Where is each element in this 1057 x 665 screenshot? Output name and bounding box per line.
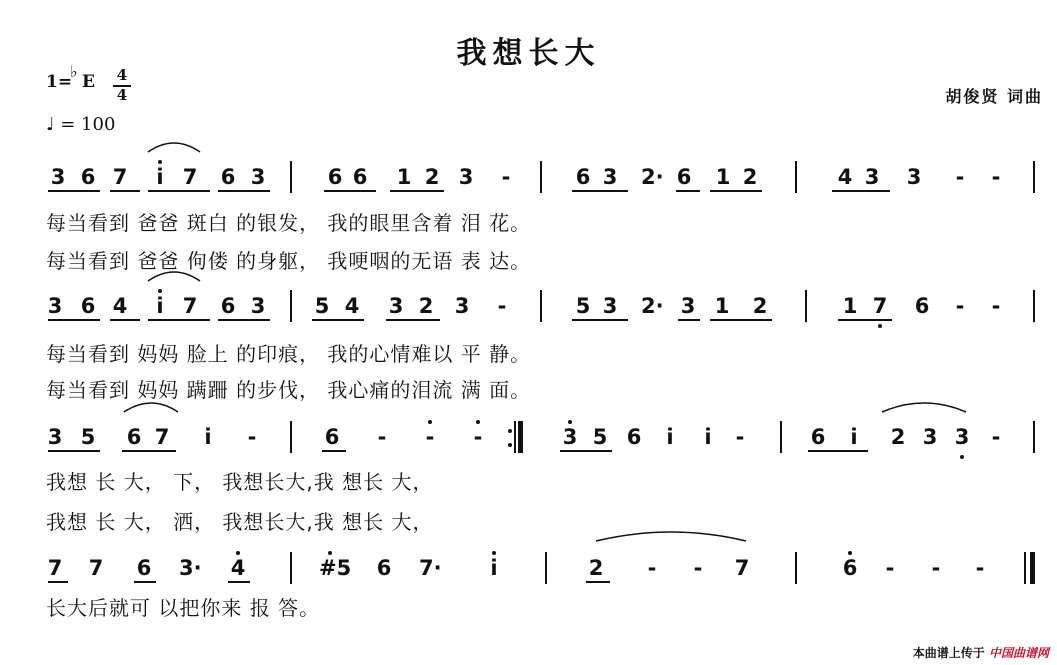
note: 3 [954,425,970,449]
note: 7 [872,294,888,318]
note: 6 [126,425,142,449]
octave-dot [492,551,496,555]
note: 7 [182,165,198,189]
note: i [156,294,164,318]
note: 6 [136,556,152,580]
beam-underline [710,319,772,321]
lyric-line: 长大后就可 以把你来 报 答。 [46,596,321,620]
slur-arc [148,140,200,154]
note: 3 [602,165,618,189]
note: 5 [314,294,330,318]
lyric-line: 我想 长 大， 下， 我想长大,我 想长 大， [46,470,434,494]
bar-line [290,290,292,322]
bar-line [1033,161,1035,193]
beam-underline [110,190,140,192]
repeat-dot [508,429,512,433]
note: 3 [864,165,880,189]
slur-arc [124,400,178,414]
beam-underline [572,319,628,321]
repeat-bar-line [518,421,523,453]
slur-path [148,272,200,281]
tempo-value: = 100 [60,114,116,135]
note: - [247,425,257,449]
lyric-line: 每当看到 爸爸 佝偻 的身躯， 我哽咽的无语 表 达。 [46,249,532,273]
beam-underline [122,450,176,452]
note: - [497,294,507,318]
bar-line [1033,290,1035,322]
note: - [885,556,895,580]
note: i [704,425,712,449]
note: 4 [112,294,128,318]
bar-line [514,421,516,453]
note: - [931,556,941,580]
note: 4 [837,165,853,189]
note: 3 [602,294,618,318]
slur-path [124,403,178,412]
key-label: 1= [46,72,73,92]
beam-underline [678,319,700,321]
note: 4 [344,294,360,318]
note: - [377,425,387,449]
note: 6 [914,294,930,318]
beam-underline [324,190,376,192]
octave-dot [568,420,572,424]
lyric-line: 每当看到 妈妈 脸上 的印痕， 我的心情难以 平 静。 [46,342,532,366]
note: 7 [734,556,750,580]
note: - [975,556,985,580]
bar-line [1024,552,1026,584]
low-octave-dot [960,455,964,459]
note: 2 [424,165,440,189]
lyric-line: 每当看到 妈妈 蹒跚 的步伐， 我心痛的泪流 满 面。 [46,378,532,402]
note: 6 [324,425,340,449]
note: 2 [588,556,604,580]
octave-dot [848,551,852,555]
note: 3 [454,294,470,318]
beam-underline [586,581,610,583]
note: i [156,165,164,189]
note: 1 [842,294,858,318]
note: 6 [327,165,343,189]
note: - [991,165,1001,189]
note: 3 [47,294,63,318]
note: 3 [50,165,66,189]
beam-underline [676,190,700,192]
beam-underline [710,190,762,192]
note: 7 [182,294,198,318]
tempo-marking [46,114,115,135]
note: 3 [250,165,266,189]
note: 2 [418,294,434,318]
beam-underline [312,319,364,321]
beam-underline [808,450,868,452]
quarter-note-icon: ♩ [46,114,55,135]
note: 2· [641,294,664,318]
note: 1 [715,165,731,189]
note: 3 [250,294,266,318]
note: 7 [88,556,104,580]
bar-line [795,552,797,584]
beam-underline [572,190,628,192]
bar-line [795,161,797,193]
bar-line [545,552,547,584]
note: - [955,165,965,189]
note: i [850,425,858,449]
note: 3 [388,294,404,318]
slur-arc [882,400,966,414]
repeat-dot [508,443,512,447]
note: 6 [352,165,368,189]
note: 6 [810,425,826,449]
note: - [473,425,483,449]
note: 6 [626,425,642,449]
bar-line [290,161,292,193]
time-signature-top: 4 [116,66,128,84]
note: 6 [376,556,392,580]
note: 1 [714,294,730,318]
note: 2· [641,165,664,189]
bar-line [540,161,542,193]
lyric-line: 我想 长 大， 洒， 我想长大,我 想长 大， [46,510,434,534]
beam-underline [48,581,68,583]
note: - [501,165,511,189]
note: - [735,425,745,449]
bar-line [780,421,782,453]
beam-underline [110,319,140,321]
note: 3 [458,165,474,189]
slur-path [596,532,746,541]
note: - [425,425,435,449]
composer-credit: 胡俊贤 词曲 [945,87,1043,106]
note: 2 [752,294,768,318]
note: 6 [676,165,692,189]
note: 7 [47,556,63,580]
octave-dot [158,289,162,293]
note: 6 [842,556,858,580]
beam-underline [48,190,100,192]
note: 7 [154,425,170,449]
final-bar-line [1030,552,1035,584]
note: 5 [592,425,608,449]
note: 2 [742,165,758,189]
note: 5 [80,425,96,449]
beam-underline [322,450,346,452]
footer-text: 本曲谱上传于 [912,646,985,660]
beam-underline [218,190,270,192]
slur-path [148,143,200,152]
note: 4 [230,556,246,580]
beam-underline [48,450,100,452]
note: 5 [575,294,591,318]
octave-dot [236,551,240,555]
footer-brand: 中国曲谱网 [988,646,1049,660]
bar-line [540,290,542,322]
note: - [647,556,657,580]
octave-dot [328,551,332,555]
octave-dot [428,420,432,424]
bar-line [290,552,292,584]
note: 3 [906,165,922,189]
beam-underline [386,319,440,321]
note: 6 [80,165,96,189]
flat-sign: ♭ [70,62,78,81]
beam-underline [218,319,270,321]
note: #5 [319,556,352,580]
note: 1 [396,165,412,189]
note: 6 [220,294,236,318]
key-note: E [82,72,95,92]
note: 3 [680,294,696,318]
note: 3· [179,556,202,580]
note: i [204,425,212,449]
beam-underline [148,319,210,321]
beam-underline [832,190,890,192]
note: 3 [562,425,578,449]
note: 3 [922,425,938,449]
footer-credit [913,644,1049,661]
note: - [693,556,703,580]
note: i [490,556,498,580]
beam-underline [390,190,444,192]
beam-underline [228,581,250,583]
slur-path [882,403,966,412]
beam-underline [148,190,210,192]
note: 6 [80,294,96,318]
beam-underline [48,319,100,321]
note: 6 [575,165,591,189]
octave-dot [158,160,162,164]
note: i [666,425,674,449]
octave-dot [476,420,480,424]
note: 3 [47,425,63,449]
beam-underline [134,581,156,583]
note: 7· [419,556,442,580]
note: 7 [112,165,128,189]
lyric-line: 每当看到 爸爸 斑白 的银发， 我的眼里含着 泪 花。 [46,211,532,235]
beam-underline [838,319,892,321]
song-title: 我想长大 [456,36,601,71]
low-octave-dot [878,324,882,328]
bar-line [1033,421,1035,453]
bar-line [290,421,292,453]
bar-line [805,290,807,322]
note: - [991,294,1001,318]
note: - [955,294,965,318]
note: - [991,425,1001,449]
slur-arc [596,529,746,543]
beam-underline [560,450,612,452]
note: 6 [220,165,236,189]
slur-arc [148,269,200,283]
time-signature-bottom: 4 [116,86,128,104]
note: 2 [890,425,906,449]
